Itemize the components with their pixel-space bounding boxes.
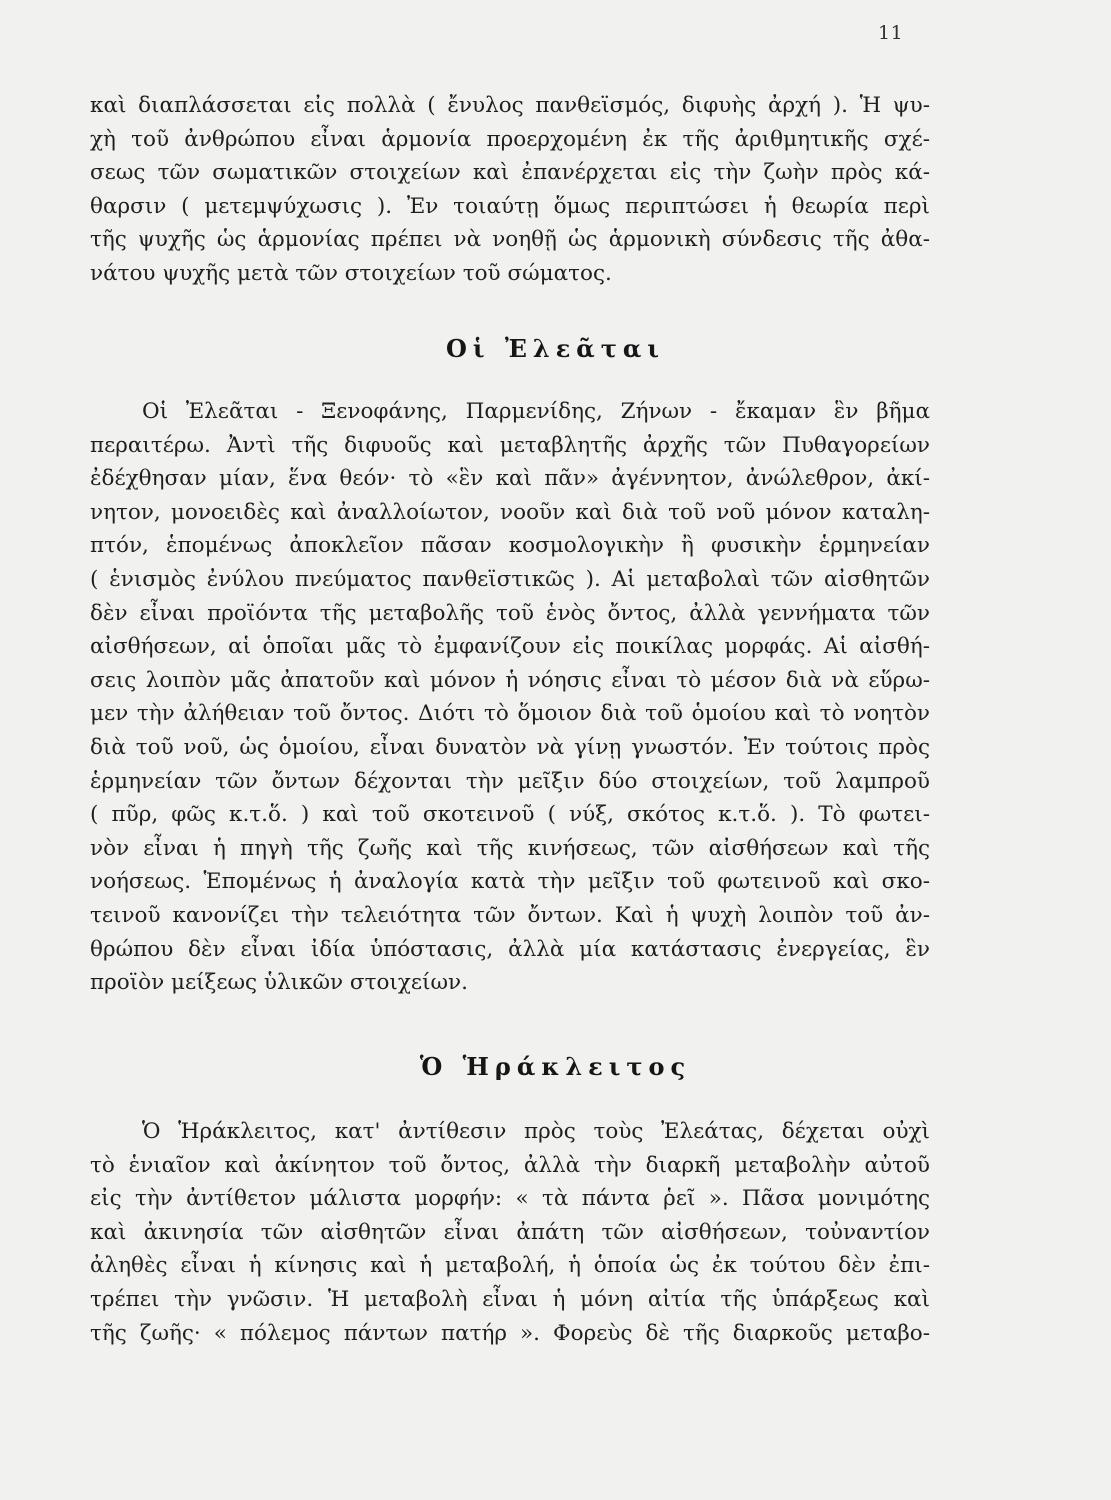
text-line: χὴ τοῦ ἀνθρώπου εἶναι ἁρμονία προερχομένη ἐκ τῆς ἀριθμητικῆς σχέ-: [90, 126, 930, 152]
text-line: αἰσθήσεων, αἱ ὁποῖαι μᾶς τὸ ἐμφανίζουν εἰς ποικίλας μορφάς. Αἱ αἰσθή-: [90, 634, 930, 660]
text-line: Οἱ Ἐλεᾶται - Ξενοφάνης, Παρμενίδης, Ζήνων - ἔκαμαν ἓν βῆμα: [142, 399, 930, 424]
text-line: θρώπου δὲν εἶναι ἰδία ὑπόστασις, ἀλλὰ μία κατάστασις ἐνεργείας, ἓν: [90, 936, 930, 962]
paragraph-eleatics: [90, 395, 930, 1000]
text-line: μεν τὴν ἀλήθειαν τοῦ ὄντος. Διότι τὸ ὅμοιον διὰ τοῦ ὁμοίου καὶ τὸ νοητὸν: [90, 701, 930, 727]
section-heading-eleatics: Οἱ Ἐλεᾶται: [445, 334, 665, 363]
text-line: προϊὸν μείξεως ὑλικῶν στοιχείων.: [90, 970, 468, 996]
text-line: σεως τῶν σωματικῶν στοιχείων καὶ ἐπανέρχεται εἰς τὴν ζωὴν πρὸς κά-: [90, 160, 930, 186]
text-line: τρέπει τὴν γνῶσιν. Ἡ μεταβολὴ εἶναι ἡ μόνη αἰτία τῆς ὑπάρξεως καὶ: [90, 1286, 930, 1312]
text-line: ( πῦρ, φῶς κ.τ.ὅ. ) καὶ τοῦ σκοτεινοῦ ( νύξ, σκότος κ.τ.ὅ. ). Τὸ φωτει-: [90, 802, 930, 828]
text-line: πτόν, ἑπομένως ἀποκλεῖον πᾶσαν κοσμολογικὴν ἢ φυσικὴν ἑρμηνείαν: [90, 533, 930, 559]
text-line: καὶ διαπλάσσεται εἰς πολλὰ ( ἔνυλος πανθεϊσμός, διφυὴς ἀρχή ). Ἡ ψυ-: [90, 93, 930, 118]
text-line: Ὁ Ἡράκλειτος, κατ' ἀντίθεσιν πρὸς τοὺς Ἐλεάτας, δέχεται οὐχὶ: [142, 1119, 930, 1144]
paragraph-heraclitus: [90, 1115, 930, 1350]
text-line: τὸ ἑνιαῖον καὶ ἀκίνητον τοῦ ὄντος, ἀλλὰ τὴν διαρκῆ μεταβολὴν αὐτοῦ: [90, 1152, 930, 1178]
text-line: δὲν εἶναι προϊόντα τῆς μεταβολῆς τοῦ ἑνὸς ὄντος, ἀλλὰ γεννήματα τῶν: [90, 600, 930, 626]
section-heading-heraclitus: Ὁ Ἡράκλειτος: [419, 1052, 692, 1081]
text-line: σεις λοιπὸν μᾶς ἀπατοῦν καὶ μόνον ἡ νόησις εἶναι τὸ μέσον διὰ νὰ εὕρω-: [90, 667, 930, 693]
text-line: τῆς ψυχῆς ὡς ἁρμονίας πρέπει νὰ νοηθῇ ὡς ἁρμονικὴ σύνδεσις τῆς ἀθα-: [90, 227, 930, 253]
text-line: καὶ ἀκινησία τῶν αἰσθητῶν εἶναι ἀπάτη τῶν αἰσθήσεων, τοὐναντίον: [90, 1219, 930, 1245]
text-line: τεινοῦ κανονίζει τὴν τελειότητα τῶν ὄντων. Καὶ ἡ ψυχὴ λοιπὸν τοῦ ἀν-: [90, 902, 930, 928]
text-line: ἐδέχθησαν μίαν, ἕνα θεόν· τὸ «ἓν καὶ πᾶν» ἀγέννητον, ἀνώλεθρον, ἀκί-: [90, 466, 930, 492]
text-line: νητον, μονοειδὲς καὶ ἀναλλοίωτον, νοοῦν καὶ διὰ τοῦ νοῦ μόνον καταλη-: [90, 499, 930, 525]
text-line: εἰς τὴν ἀντίθετον μάλιστα μορφήν: « τὰ πάντα ῥεῖ ». Πᾶσα μονιμότης: [90, 1186, 930, 1212]
text-line: ἀληθὲς εἶναι ἡ κίνησις καὶ ἡ μεταβολή, ἡ ὁποία ὡς ἐκ τούτου δὲν ἐπι-: [90, 1253, 930, 1279]
page-number: 11: [878, 22, 904, 44]
text-line: περαιτέρω. Ἀντὶ τῆς διφυοῦς καὶ μεταβλητῆς ἀρχῆς τῶν Πυθαγορείων: [90, 432, 930, 458]
text-line: θαρσιν ( μετεμψύχωσις ). Ἐν τοιαύτῃ ὅμως περιπτώσει ἡ θεωρία περὶ: [90, 193, 930, 219]
text-line: τῆς ζωῆς· « πόλεμος πάντων πατήρ ». Φορεὺς δὲ τῆς διαρκοῦς μεταβο-: [90, 1320, 930, 1346]
paragraph-pythagoreans-end: [90, 89, 930, 291]
text-line: νὸν εἶναι ἡ πηγὴ τῆς ζωῆς καὶ τῆς κινήσεως, τῶν αἰσθήσεων καὶ τῆς: [90, 835, 930, 861]
text-line: νοήσεως. Ἑπομένως ἡ ἀναλογία κατὰ τὴν μεῖξιν τοῦ φωτεινοῦ καὶ σκο-: [90, 869, 930, 895]
text-line: διὰ τοῦ νοῦ, ὡς ὁμοίου, εἶναι δυνατὸν νὰ γίνῃ γνωστόν. Ἐν τούτοις πρὸς: [90, 734, 930, 760]
text-line: νάτου ψυχῆς μετὰ τῶν στοιχείων τοῦ σώματος.: [90, 260, 612, 286]
text-line: ( ἑνισμὸς ἐνύλου πνεύματος πανθεϊστικῶς ). Αἱ μεταβολαὶ τῶν αἰσθητῶν: [90, 566, 930, 592]
text-line: ἑρμηνείαν τῶν ὄντων δέχονται τὴν μεῖξιν δύο στοιχείων, τοῦ λαμπροῦ: [90, 768, 930, 794]
